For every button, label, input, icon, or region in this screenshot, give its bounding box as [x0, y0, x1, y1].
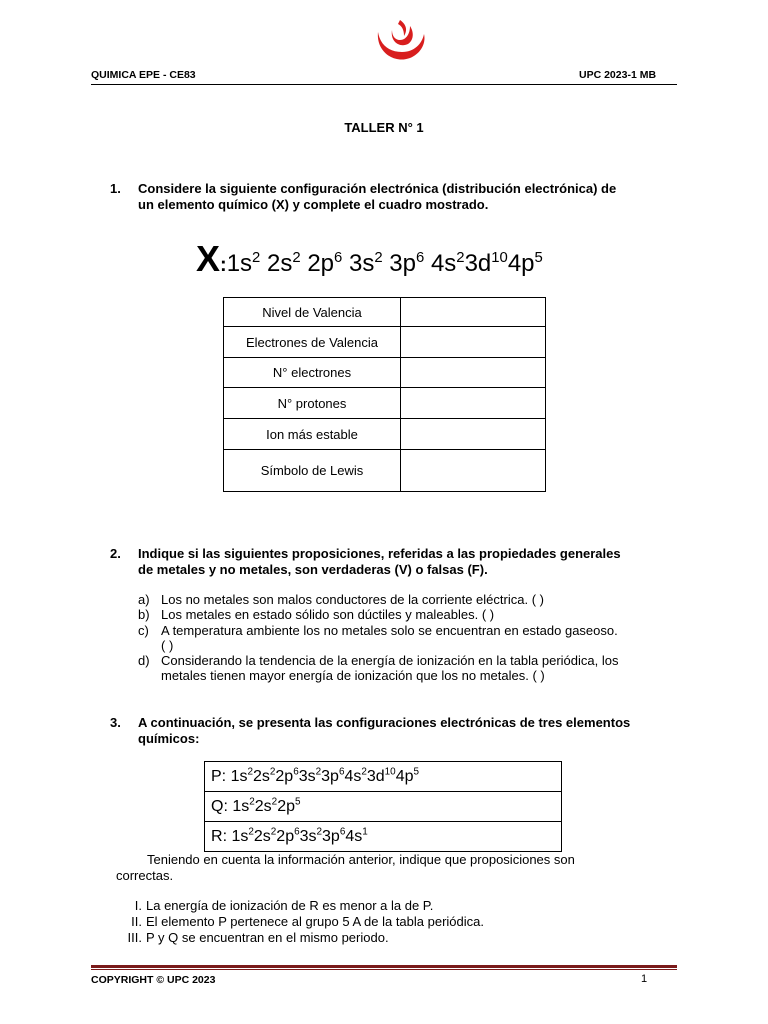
orbital-exponent: 6 [339, 826, 346, 838]
orbital-term: 2s [252, 767, 270, 785]
page-title: TALLER N° 1 [344, 120, 424, 135]
proposition-item [138, 592, 678, 607]
orbital-exponent: 2 [292, 250, 301, 266]
config-cell: Q: $1s^22s^22p^5$ [205, 792, 562, 822]
x-configuration [196, 238, 543, 280]
footer-rule-dark [91, 965, 677, 968]
header-rule [91, 84, 677, 85]
row-label: N° protones [224, 388, 401, 419]
table-row [224, 298, 546, 327]
item-text: A temperatura ambiente los no metales solo se encuentran en estado gaseoso. [161, 623, 618, 638]
orbital-term: 2p [275, 767, 294, 785]
proposition-item [138, 623, 678, 653]
header-course: QUIMICA EPE - CE83 [91, 69, 196, 81]
question-2-line2: de metales y no metales, son verdaderas (V) o falsas (F). [138, 562, 488, 577]
config-row [205, 792, 562, 822]
item-text: Los no metales son malos conductores de la corriente eléctrica. ( ) [161, 592, 544, 607]
orbital-term: 3d [464, 250, 492, 277]
item-letter: d) [138, 653, 150, 668]
config-row [205, 762, 562, 792]
orbital-exponent: 2 [270, 826, 277, 838]
orbital-exponent: 2 [361, 766, 367, 778]
proposition-text: La energía de ionización de R es menor a la de P. [146, 898, 434, 913]
proposition-text: El elemento P pertenece al grupo 5 A de la tabla periódica. [146, 914, 484, 929]
orbital-term: 3d [366, 767, 385, 785]
item-text: Los metales en estado sólido son dúctiles y maleables. ( ) [161, 607, 495, 622]
orbital-exponent: 2 [252, 250, 261, 266]
orbital-exponent: 2 [374, 250, 383, 266]
orbital-exponent: 2 [456, 250, 465, 266]
orbital-exponent: 6 [338, 766, 345, 778]
item-text: Considerando la tendencia de la energía de ionización en la tabla periódica, los [161, 653, 619, 668]
row-answer-cell[interactable] [401, 388, 546, 419]
question-1-line2: un elemento químico (X) y complete el cuadro mostrado. [138, 197, 489, 212]
orbital-exponent: 2 [248, 826, 254, 838]
orbital-exponent: 1 [362, 826, 368, 838]
orbital-term: 3s [299, 827, 317, 845]
orbital-exponent: 2 [269, 766, 276, 778]
orbital-exponent: 6 [334, 250, 343, 266]
page-number: 1 [641, 973, 648, 985]
orbital-term: 2s [254, 797, 272, 815]
configuration [232, 798, 300, 815]
orbital-exponent: 10 [491, 250, 508, 266]
configuration [231, 768, 419, 785]
config-cell: R: $1s^22s^22p^63s^23p^64s^1$ [205, 822, 562, 852]
row-label: Símbolo de Lewis [224, 450, 401, 492]
electron-configuration [227, 250, 543, 277]
table-row [224, 419, 546, 450]
row-answer-cell[interactable] [401, 450, 546, 492]
orbital-exponent: 2 [247, 766, 253, 778]
item-text: ( ) [161, 638, 174, 653]
element-name: P [211, 767, 222, 785]
orbital-term: 1s [232, 797, 250, 815]
orbital-exponent: 2 [271, 796, 278, 808]
orbital-exponent: 2 [316, 826, 323, 838]
configuration [231, 828, 367, 845]
orbital-term: 4s [344, 767, 362, 785]
row-answer-cell[interactable] [401, 327, 546, 358]
element-name: Q [211, 797, 224, 815]
orbital-term: 4s [430, 250, 457, 277]
table-row [224, 388, 546, 419]
proposition-item [138, 607, 678, 622]
question-3-line1: A continuación, se presenta las configuraciones electrónicas de tres elementos [138, 715, 631, 730]
roman-proposition [110, 914, 484, 929]
question-1-line1: Considere la siguiente configuración electrónica (distribución electrónica) de [138, 181, 617, 196]
orbital-term: 1s [226, 250, 253, 277]
orbital-term: 3s [298, 767, 316, 785]
question-2-line1: Indique si las siguientes proposiciones, referidas a las propiedades generales [138, 546, 621, 561]
roman-numeral: I. [134, 898, 142, 913]
proposition-item [138, 653, 678, 683]
orbital-term: 3p [321, 767, 339, 785]
footer-copyright: COPYRIGHT © UPC 2023 [91, 974, 216, 986]
orbital-term: 2s [253, 827, 271, 845]
orbital-term: 2s [267, 250, 293, 277]
valence-table [223, 297, 546, 492]
table-row [224, 358, 546, 388]
row-label: Ion más estable [224, 419, 401, 450]
item-text: metales tienen mayor energía de ionización que los no metales. ( ) [161, 668, 545, 683]
proposition-text: P y Q se encuentran en el mismo periodo. [146, 930, 389, 945]
element-colon: : [220, 254, 227, 276]
orbital-exponent: 5 [534, 250, 543, 266]
orbital-term: 3s [348, 250, 375, 277]
table-row [224, 327, 546, 358]
configurations-table [204, 761, 562, 852]
table-row [224, 450, 546, 492]
row-answer-cell[interactable] [401, 419, 546, 450]
row-answer-cell[interactable] [401, 298, 546, 327]
roman-numeral: II. [131, 914, 142, 929]
roman-proposition [110, 930, 389, 945]
row-label: Electrones de Valencia [224, 327, 401, 358]
roman-proposition [110, 898, 433, 913]
orbital-exponent: 6 [294, 826, 300, 838]
question-3-number: 3. [110, 715, 121, 730]
orbital-exponent: 2 [315, 766, 322, 778]
row-label: Nivel de Valencia [224, 298, 401, 327]
orbital-exponent: 6 [293, 766, 299, 778]
orbital-exponent: 6 [415, 250, 425, 266]
orbital-term: 4s [345, 827, 363, 845]
orbital-exponent: 2 [249, 796, 255, 808]
roman-numeral: III. [127, 930, 142, 945]
question-3-paragraph-line2: correctas. [116, 868, 174, 883]
orbital-term: 4p [395, 767, 414, 785]
orbital-exponent: 5 [413, 766, 420, 778]
question-1-number: 1. [110, 181, 121, 196]
footer-rule-light [91, 969, 677, 970]
config-row [205, 822, 562, 852]
orbital-exponent: 10 [384, 766, 396, 778]
orbital-term: 4p [507, 250, 535, 277]
header-term: UPC 2023-1 MB [579, 69, 657, 81]
orbital-exponent: 5 [294, 796, 301, 808]
orbital-term: 2p [276, 827, 295, 845]
orbital-term: 3p [389, 250, 416, 277]
orbital-term: 2p [307, 250, 335, 277]
orbital-term: 1s [231, 827, 249, 845]
row-label: N° electrones [224, 358, 401, 388]
orbital-term: 3p [322, 827, 340, 845]
element-symbol: X [196, 238, 221, 279]
question-3-line2: químicos: [138, 731, 200, 746]
upc-logo [370, 18, 430, 66]
item-letter: a) [138, 592, 150, 607]
item-letter: b) [138, 607, 150, 622]
question-2-number: 2. [110, 546, 121, 561]
question-3-paragraph-line1: Teniendo en cuenta la información anterior, indique que proposiciones son [147, 852, 575, 867]
orbital-term: 1s [230, 767, 248, 785]
item-letter: c) [138, 623, 149, 638]
row-answer-cell[interactable] [401, 358, 546, 388]
config-cell: P: $1s^22s^22p^63s^23p^64s^23d^{10}4p^5$ [205, 762, 562, 792]
element-name: R [211, 827, 223, 845]
orbital-term: 2p [277, 797, 295, 815]
